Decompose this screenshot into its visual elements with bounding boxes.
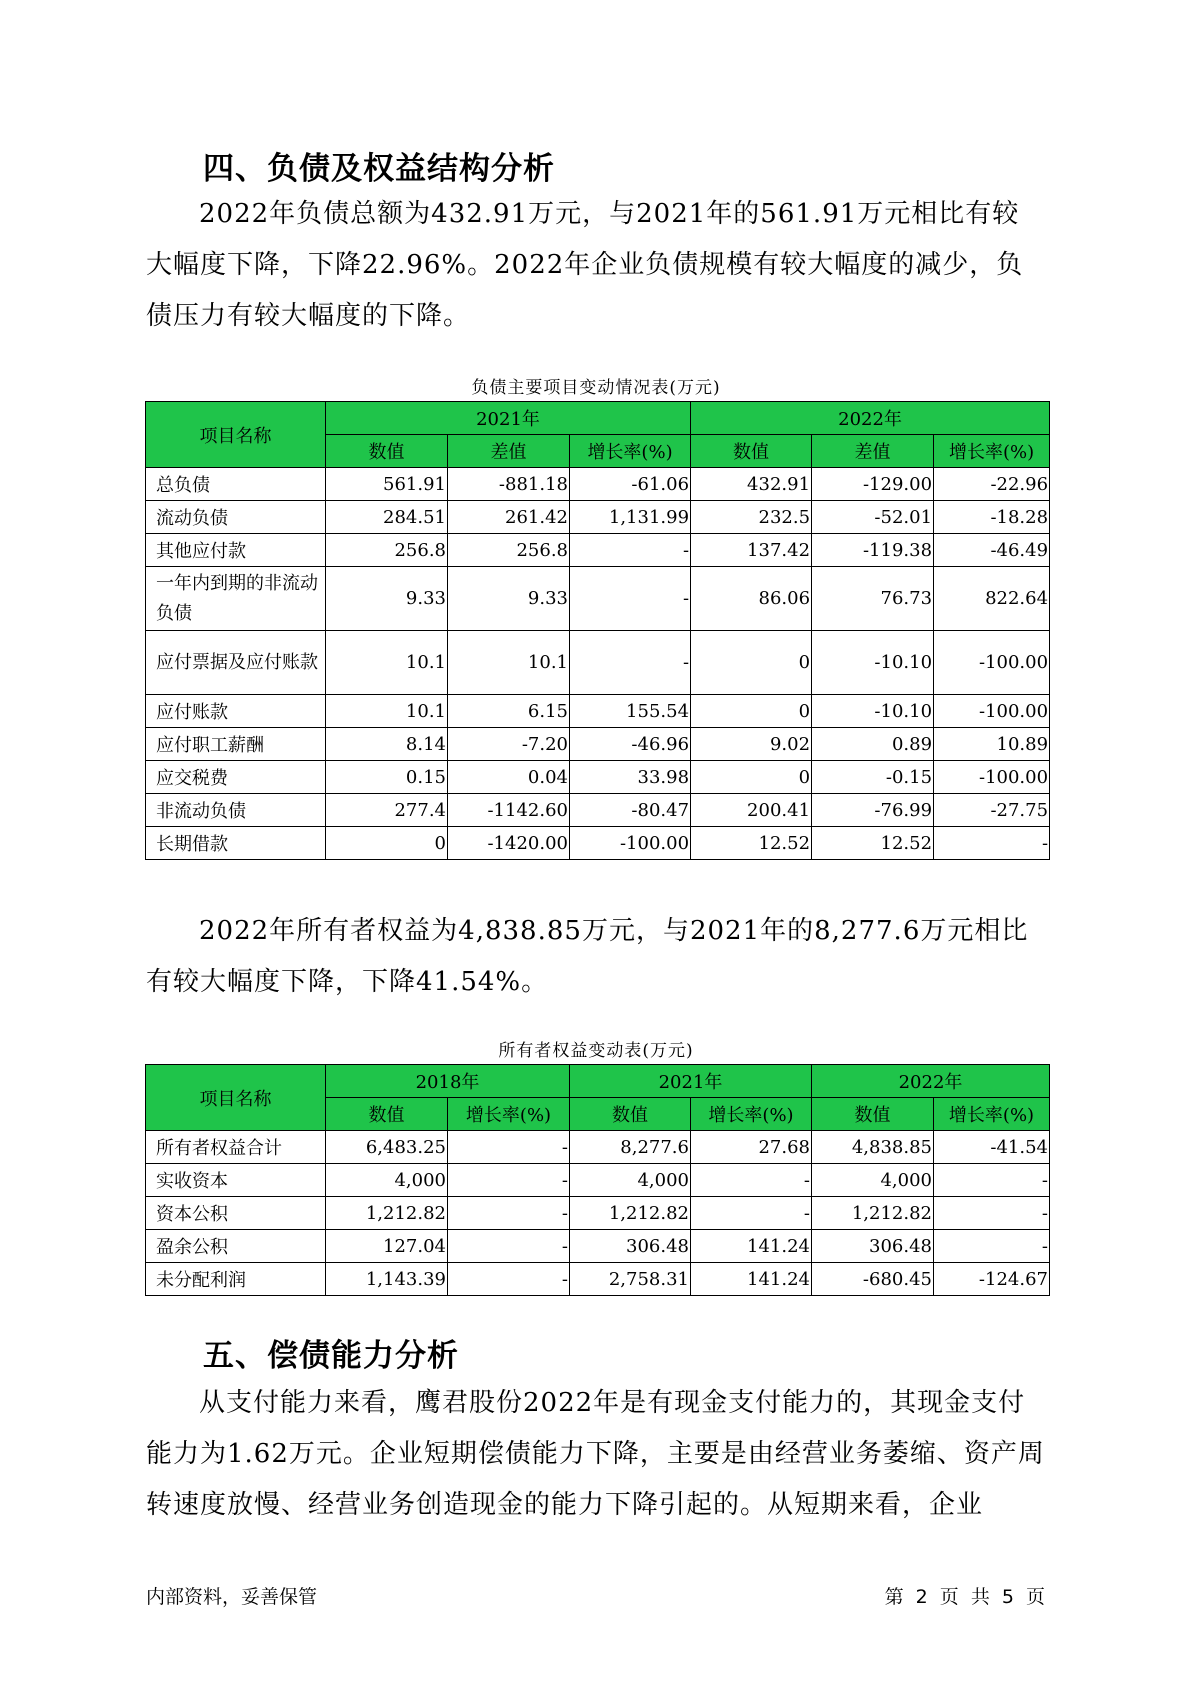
table-cell: 0 [691,761,812,794]
table-cell: 6.15 [448,695,570,728]
table-cell: -41.54 [934,1131,1050,1164]
column-header: 差值 [448,435,570,468]
table-cell: - [448,1263,570,1296]
table-cell: 12.52 [812,827,934,860]
table-cell: 0.15 [326,761,448,794]
table-cell: - [934,1230,1050,1263]
row-label: 总负债 [146,468,326,501]
equity-table-body [146,1131,1050,1296]
table-cell: 8.14 [326,728,448,761]
equity-table-caption: 所有者权益变动表(万元) [498,1041,694,1061]
table-cell: 127.04 [326,1230,448,1263]
table-cell: 9.33 [448,567,570,631]
row-label: 应付票据及应付账款 [146,631,326,695]
table-cell: - [934,1164,1050,1197]
table-cell: 10.1 [448,631,570,695]
table-cell: 232.5 [691,501,812,534]
table-cell: 1,212.82 [570,1197,691,1230]
row-label: 盈余公积 [146,1230,326,1263]
column-header: 增长率(%) [934,1098,1050,1131]
table-cell: -100.00 [934,695,1050,728]
table-cell: -46.49 [934,534,1050,567]
liability-table-body [146,468,1050,860]
table-cell: -0.15 [812,761,934,794]
table-cell: 6,483.25 [326,1131,448,1164]
table-cell: -76.99 [812,794,934,827]
solvency-paragraph: 从支付能力来看，鹰君股份2022年是有现金支付能力的，其现金支付能力为1.62万元。企业短期偿债能力下降，主要是由经营业务萎缩、资产周转速度放慢、经营业务创造现金的能力下降引起的。从短期来看，企业 [146,1388,1045,1520]
row-label: 实收资本 [146,1164,326,1197]
row-label: 未分配利润 [146,1263,326,1296]
table-cell: 10.1 [326,631,448,695]
table-cell: -100.00 [934,761,1050,794]
table-cell: - [934,827,1050,860]
table-cell: - [570,567,691,631]
table-cell: 306.48 [570,1230,691,1263]
table-cell: 0 [326,827,448,860]
table-cell: 0 [691,631,812,695]
table-row [146,1263,1050,1296]
table-row [146,695,1050,728]
equity-table [145,1064,1050,1296]
table-cell: - [570,534,691,567]
table-cell: 9.02 [691,728,812,761]
liabilities-paragraph: 2022年负债总额为432.91万元，与2021年的561.91万元相比有较大幅度下降，下降22.96%。2022年企业负债规模有较大幅度的减少，负债压力有较大幅度的下降。 [146,199,1024,331]
table-cell: -124.67 [934,1263,1050,1296]
table-cell: 141.24 [691,1263,812,1296]
table-cell: -18.28 [934,501,1050,534]
table-row [146,534,1050,567]
column-header: 数值 [570,1098,691,1131]
year-header: 2018年 [326,1065,570,1098]
table-cell: 0.89 [812,728,934,761]
table-row [146,1230,1050,1263]
table-cell: -1142.60 [448,794,570,827]
table-cell: 822.64 [934,567,1050,631]
table-header-row [146,1065,1050,1098]
column-header: 增长率(%) [570,435,691,468]
table-cell: -22.96 [934,468,1050,501]
table-cell: -46.96 [570,728,691,761]
table-cell: 561.91 [326,468,448,501]
table-row [146,631,1050,695]
table-cell: - [570,631,691,695]
table-cell: 4,000 [812,1164,934,1197]
table-cell: - [448,1164,570,1197]
footer-page-number: 第 2 页 共 5 页 [884,1586,1045,1608]
table-cell: -10.10 [812,631,934,695]
table-cell: 256.8 [326,534,448,567]
table-row [146,567,1050,631]
year-header: 2021年 [326,402,691,435]
year-header: 2022年 [691,402,1050,435]
table-cell: 155.54 [570,695,691,728]
table-cell: - [448,1230,570,1263]
table-row [146,761,1050,794]
table-cell: 141.24 [691,1230,812,1263]
column-header: 数值 [326,435,448,468]
table-cell: 1,143.39 [326,1263,448,1296]
table-cell: -129.00 [812,468,934,501]
column-header: 数值 [812,1098,934,1131]
liability-table-caption: 负债主要项目变动情况表(万元) [471,378,721,398]
table-cell: 2,758.31 [570,1263,691,1296]
table-cell: -80.47 [570,794,691,827]
table-cell: 76.73 [812,567,934,631]
table-cell: 4,000 [570,1164,691,1197]
table-cell: -27.75 [934,794,1050,827]
column-header: 增长率(%) [934,435,1050,468]
row-label: 应付账款 [146,695,326,728]
column-header: 数值 [691,435,812,468]
liability-table [145,401,1050,860]
table-cell: 137.42 [691,534,812,567]
table-cell: 10.89 [934,728,1050,761]
table-cell: 27.68 [691,1131,812,1164]
table-cell: 261.42 [448,501,570,534]
section-heading-liabilities: 四、负债及权益结构分析 [203,151,555,187]
table-cell: -1420.00 [448,827,570,860]
table-row [146,1164,1050,1197]
table-cell: 4,838.85 [812,1131,934,1164]
table-cell: 432.91 [691,468,812,501]
equity-paragraph: 2022年所有者权益为4,838.85万元，与2021年的8,277.6万元相比有较大幅度下降，下降41.54%。 [146,916,1029,997]
column-header: 差值 [812,435,934,468]
row-label: 资本公积 [146,1197,326,1230]
table-cell: -61.06 [570,468,691,501]
table-cell: 4,000 [326,1164,448,1197]
row-label: 应付职工薪酬 [146,728,326,761]
table-row [146,794,1050,827]
item-name-header: 项目名称 [146,402,326,468]
table-cell: 9.33 [326,567,448,631]
item-name-header: 项目名称 [146,1065,326,1131]
section-heading-solvency: 五、偿债能力分析 [203,1338,459,1374]
table-cell: 0 [691,695,812,728]
table-row [146,728,1050,761]
table-cell: 306.48 [812,1230,934,1263]
row-label: 其他应付款 [146,534,326,567]
column-header: 数值 [326,1098,448,1131]
table-cell: - [934,1197,1050,1230]
table-cell: - [691,1197,812,1230]
row-label: 非流动负债 [146,794,326,827]
column-header: 增长率(%) [448,1098,570,1131]
row-label: 流动负债 [146,501,326,534]
table-row [146,827,1050,860]
table-cell: -119.38 [812,534,934,567]
table-header-row [146,402,1050,435]
table-cell: 277.4 [326,794,448,827]
table-cell: -680.45 [812,1263,934,1296]
row-label: 一年内到期的非流动负债 [146,567,326,631]
table-cell: 1,131.99 [570,501,691,534]
table-cell: 0.04 [448,761,570,794]
table-cell: 256.8 [448,534,570,567]
table-cell: -7.20 [448,728,570,761]
table-cell: 33.98 [570,761,691,794]
table-row [146,468,1050,501]
table-cell: - [691,1164,812,1197]
table-cell: 1,212.82 [326,1197,448,1230]
row-label: 应交税费 [146,761,326,794]
table-cell: -10.10 [812,695,934,728]
column-header: 增长率(%) [691,1098,812,1131]
table-cell: -881.18 [448,468,570,501]
table-cell: - [448,1131,570,1164]
table-row [146,501,1050,534]
table-cell: 86.06 [691,567,812,631]
table-cell: -100.00 [570,827,691,860]
year-header: 2021年 [570,1065,812,1098]
row-label: 长期借款 [146,827,326,860]
table-cell: -100.00 [934,631,1050,695]
table-row [146,1131,1050,1164]
table-cell: 10.1 [326,695,448,728]
table-row [146,1197,1050,1230]
table-cell: - [448,1197,570,1230]
table-cell: 12.52 [691,827,812,860]
table-cell: 1,212.82 [812,1197,934,1230]
table-cell: 200.41 [691,794,812,827]
year-header: 2022年 [812,1065,1050,1098]
footer-confidential-note: 内部资料，妥善保管 [146,1586,318,1608]
table-cell: 8,277.6 [570,1131,691,1164]
row-label: 所有者权益合计 [146,1131,326,1164]
table-cell: 284.51 [326,501,448,534]
table-cell: -52.01 [812,501,934,534]
